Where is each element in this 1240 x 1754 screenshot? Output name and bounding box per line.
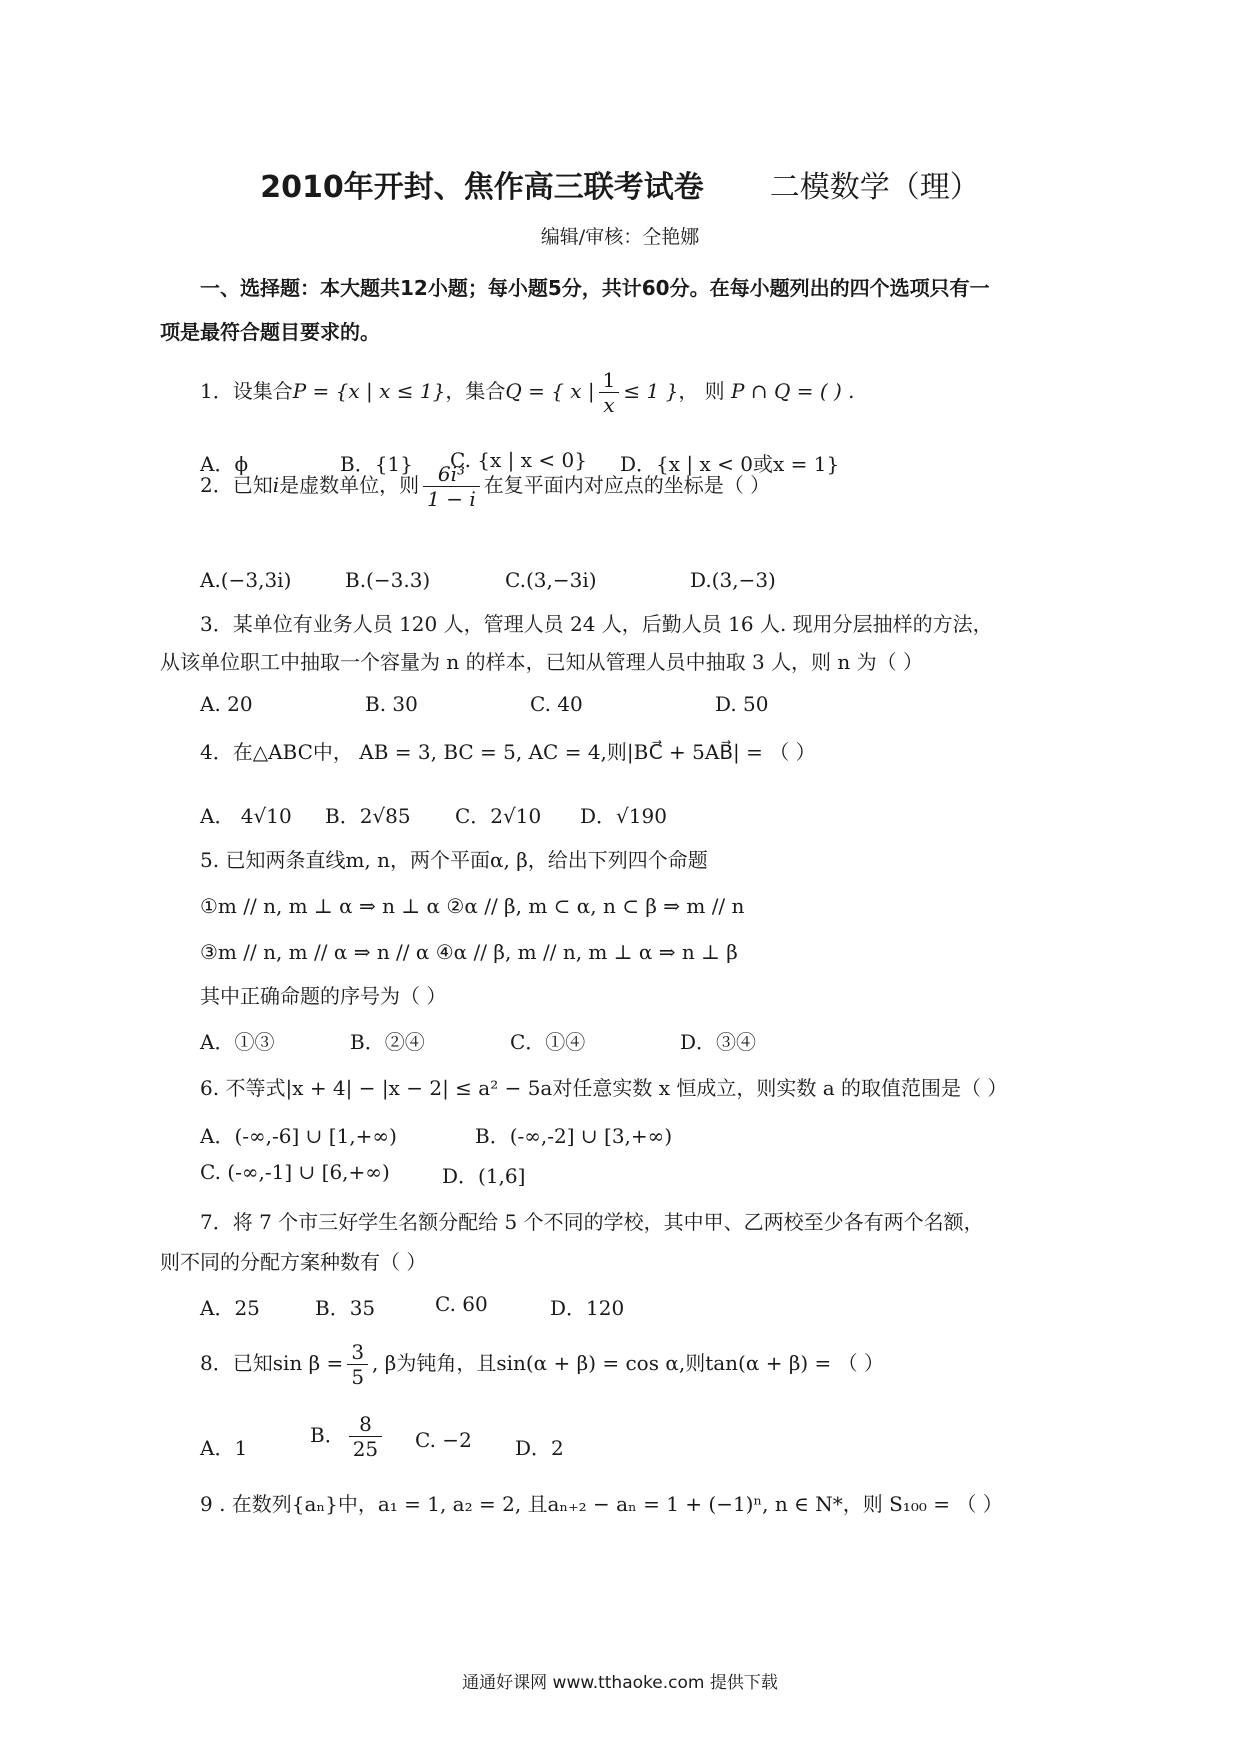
q8-option-b bbox=[310, 1412, 386, 1461]
q1-text-c: ， 则 bbox=[678, 379, 725, 403]
question-5-question: 其中正确命题的序号为（ ） bbox=[200, 984, 447, 1008]
page-footer: 通通好课网 www.tthaoke.com 提供下载 bbox=[462, 1673, 778, 1693]
q2-i: i bbox=[272, 473, 280, 497]
q1-set-q-left: Q = { x | bbox=[505, 379, 595, 403]
question-1-stem bbox=[200, 368, 855, 417]
title-sub: 二模数学（理） bbox=[769, 170, 980, 205]
q1-frac-num: 1 bbox=[599, 368, 620, 393]
q8-option-c: C. −2 bbox=[415, 1428, 472, 1452]
q7-option-b: B．35 bbox=[315, 1296, 376, 1320]
q4-option-c: C．2√10 bbox=[455, 804, 542, 828]
section-heading-line-1: 一、选择题：本大题共12小题；每小题5分，共计60分。在每小题列出的四个选项只有一 bbox=[200, 276, 990, 300]
q2-text-b: 是虚数单位，则 bbox=[279, 473, 420, 497]
q2-fraction bbox=[423, 462, 480, 511]
q2-option-d: D.(3,−3) bbox=[690, 568, 776, 592]
q7-option-d: D．120 bbox=[550, 1296, 625, 1320]
title-main: 2010年开封、焦作高三联考试卷 bbox=[260, 170, 704, 205]
q1-text-a: 1．设集合 bbox=[200, 379, 293, 403]
question-7-line-1: 7．将 7 个市三好学生名额分配给 5 个不同的学校，其中甲、乙两校至少各有两个名额， bbox=[200, 1210, 984, 1234]
q1-option-c: C. {x | x < 0} bbox=[450, 448, 587, 472]
q3-option-c: C. 40 bbox=[530, 692, 583, 716]
q8-option-a: A．1 bbox=[200, 1436, 248, 1460]
q1-option-d: D．{x | x < 0或x = 1} bbox=[620, 452, 840, 476]
q8-option-b-den: 25 bbox=[352, 1437, 379, 1461]
q2-text-a: 2．已知 bbox=[200, 473, 273, 497]
question-9-stem: 9 . 在数列{aₙ}中，a₁ = 1, a₂ = 2, 且aₙ₊₂ − aₙ = 1 + (−1)ⁿ, n ∈ N*，则 S₁₀₀ = （ ） bbox=[200, 1492, 1003, 1516]
page-title bbox=[0, 162, 1240, 206]
q2-option-b: B.(−3.3) bbox=[345, 568, 431, 592]
q5-option-c: C．①④ bbox=[510, 1030, 586, 1054]
q1-text-b: ，集合 bbox=[445, 379, 506, 403]
q8-text-a: 8．已知sin β = bbox=[200, 1351, 344, 1375]
q3-option-d: D. 50 bbox=[715, 692, 769, 716]
q8-frac-den: 5 bbox=[351, 1365, 365, 1389]
question-5-props-3-4: ③m // n, m // α ⇒ n // α ④α // β, m // n, m ⊥ α ⇒ n ⊥ β bbox=[200, 940, 738, 964]
question-5-props-1-2: ①m // n, m ⊥ α ⇒ n ⊥ α ②α // β, m ⊂ α, n ⊂ β ⇒ m // n bbox=[200, 894, 745, 918]
q1-set-q-right: ≤ 1 } bbox=[623, 379, 679, 403]
q7-option-c: C. 60 bbox=[435, 1292, 488, 1316]
question-3-line-2: 从该单位职工中抽取一个容量为 n 的样本，已知从管理人员中抽取 3 人，则 n 为（ ） bbox=[160, 650, 923, 674]
q6-option-a: A．(-∞,-6] ∪ [1,+∞) bbox=[200, 1124, 397, 1148]
question-6-stem: 6. 不等式|x + 4| − |x − 2| ≤ a² − 5a对任意实数 x 恒成立，则实数 a 的取值范围是（ ） bbox=[200, 1076, 1008, 1100]
q5-option-d: D．③④ bbox=[680, 1030, 757, 1054]
question-3-line-1: 3．某单位有业务人员 120 人，管理人员 24 人，后勤人员 16 人. 现用分层抽样的方法， bbox=[200, 612, 993, 636]
section-heading-line-2: 项是最符合题目要求的。 bbox=[160, 320, 380, 344]
q5-option-b: B．②④ bbox=[350, 1030, 425, 1054]
q6-option-d: D．(1,6] bbox=[442, 1164, 526, 1188]
q7-option-a: A．25 bbox=[200, 1296, 260, 1320]
q8-option-b-label: B． bbox=[310, 1423, 345, 1447]
editor-credit: 编辑/审核：仝艳娜 bbox=[540, 226, 700, 248]
q8-option-b-fraction bbox=[349, 1412, 382, 1461]
q8-option-d: D．2 bbox=[515, 1436, 564, 1460]
q1-frac-den: x bbox=[603, 393, 615, 417]
q2-frac-den: 1 − i bbox=[427, 487, 476, 511]
question-7-line-2: 则不同的分配方案种数有（ ） bbox=[160, 1250, 427, 1274]
q5-option-a: A．①③ bbox=[200, 1030, 275, 1054]
q6-option-c: C. (-∞,-1] ∪ [6,+∞) bbox=[200, 1160, 390, 1184]
q6-option-b: B．(-∞,-2] ∪ [3,+∞) bbox=[475, 1124, 673, 1148]
q1-fraction bbox=[599, 368, 620, 417]
q1-option-b: B．{1} bbox=[340, 452, 413, 476]
q4-option-b: B．2√85 bbox=[325, 804, 411, 828]
question-2-stem bbox=[200, 462, 770, 511]
q8-option-b-num: 8 bbox=[349, 1412, 382, 1437]
q2-option-c: C.(3,−3i) bbox=[505, 568, 597, 592]
q1-expression: P ∩ Q = ( ) . bbox=[731, 379, 855, 403]
q2-text-c: 在复平面内对应点的坐标是（ ） bbox=[483, 473, 771, 497]
question-4-stem: 4．在△ABC中， AB = 3, BC = 5, AC = 4,则|BC⃗ + 5AB⃗| = （ ） bbox=[200, 740, 816, 764]
q3-option-a: A. 20 bbox=[200, 692, 253, 716]
q2-frac-num: 6i³ bbox=[423, 462, 480, 487]
q4-option-d: D．√190 bbox=[580, 804, 667, 828]
q3-option-b: B. 30 bbox=[365, 692, 418, 716]
question-5-stem: 5. 已知两条直线m, n，两个平面α, β，给出下列四个命题 bbox=[200, 848, 708, 872]
q8-frac-num: 3 bbox=[347, 1340, 368, 1365]
q2-option-a: A.(−3,3i) bbox=[200, 568, 292, 592]
q8-text-b: , β为钝角，且sin(α + β) = cos α,则tan(α + β) = （ ） bbox=[372, 1351, 885, 1375]
q1-option-a: A．ϕ bbox=[200, 452, 249, 476]
q8-fraction bbox=[347, 1340, 368, 1389]
q4-option-a: A． 4√10 bbox=[200, 804, 292, 828]
q1-set-p: P = {x | x ≤ 1} bbox=[292, 379, 446, 403]
question-8-stem bbox=[200, 1340, 884, 1389]
